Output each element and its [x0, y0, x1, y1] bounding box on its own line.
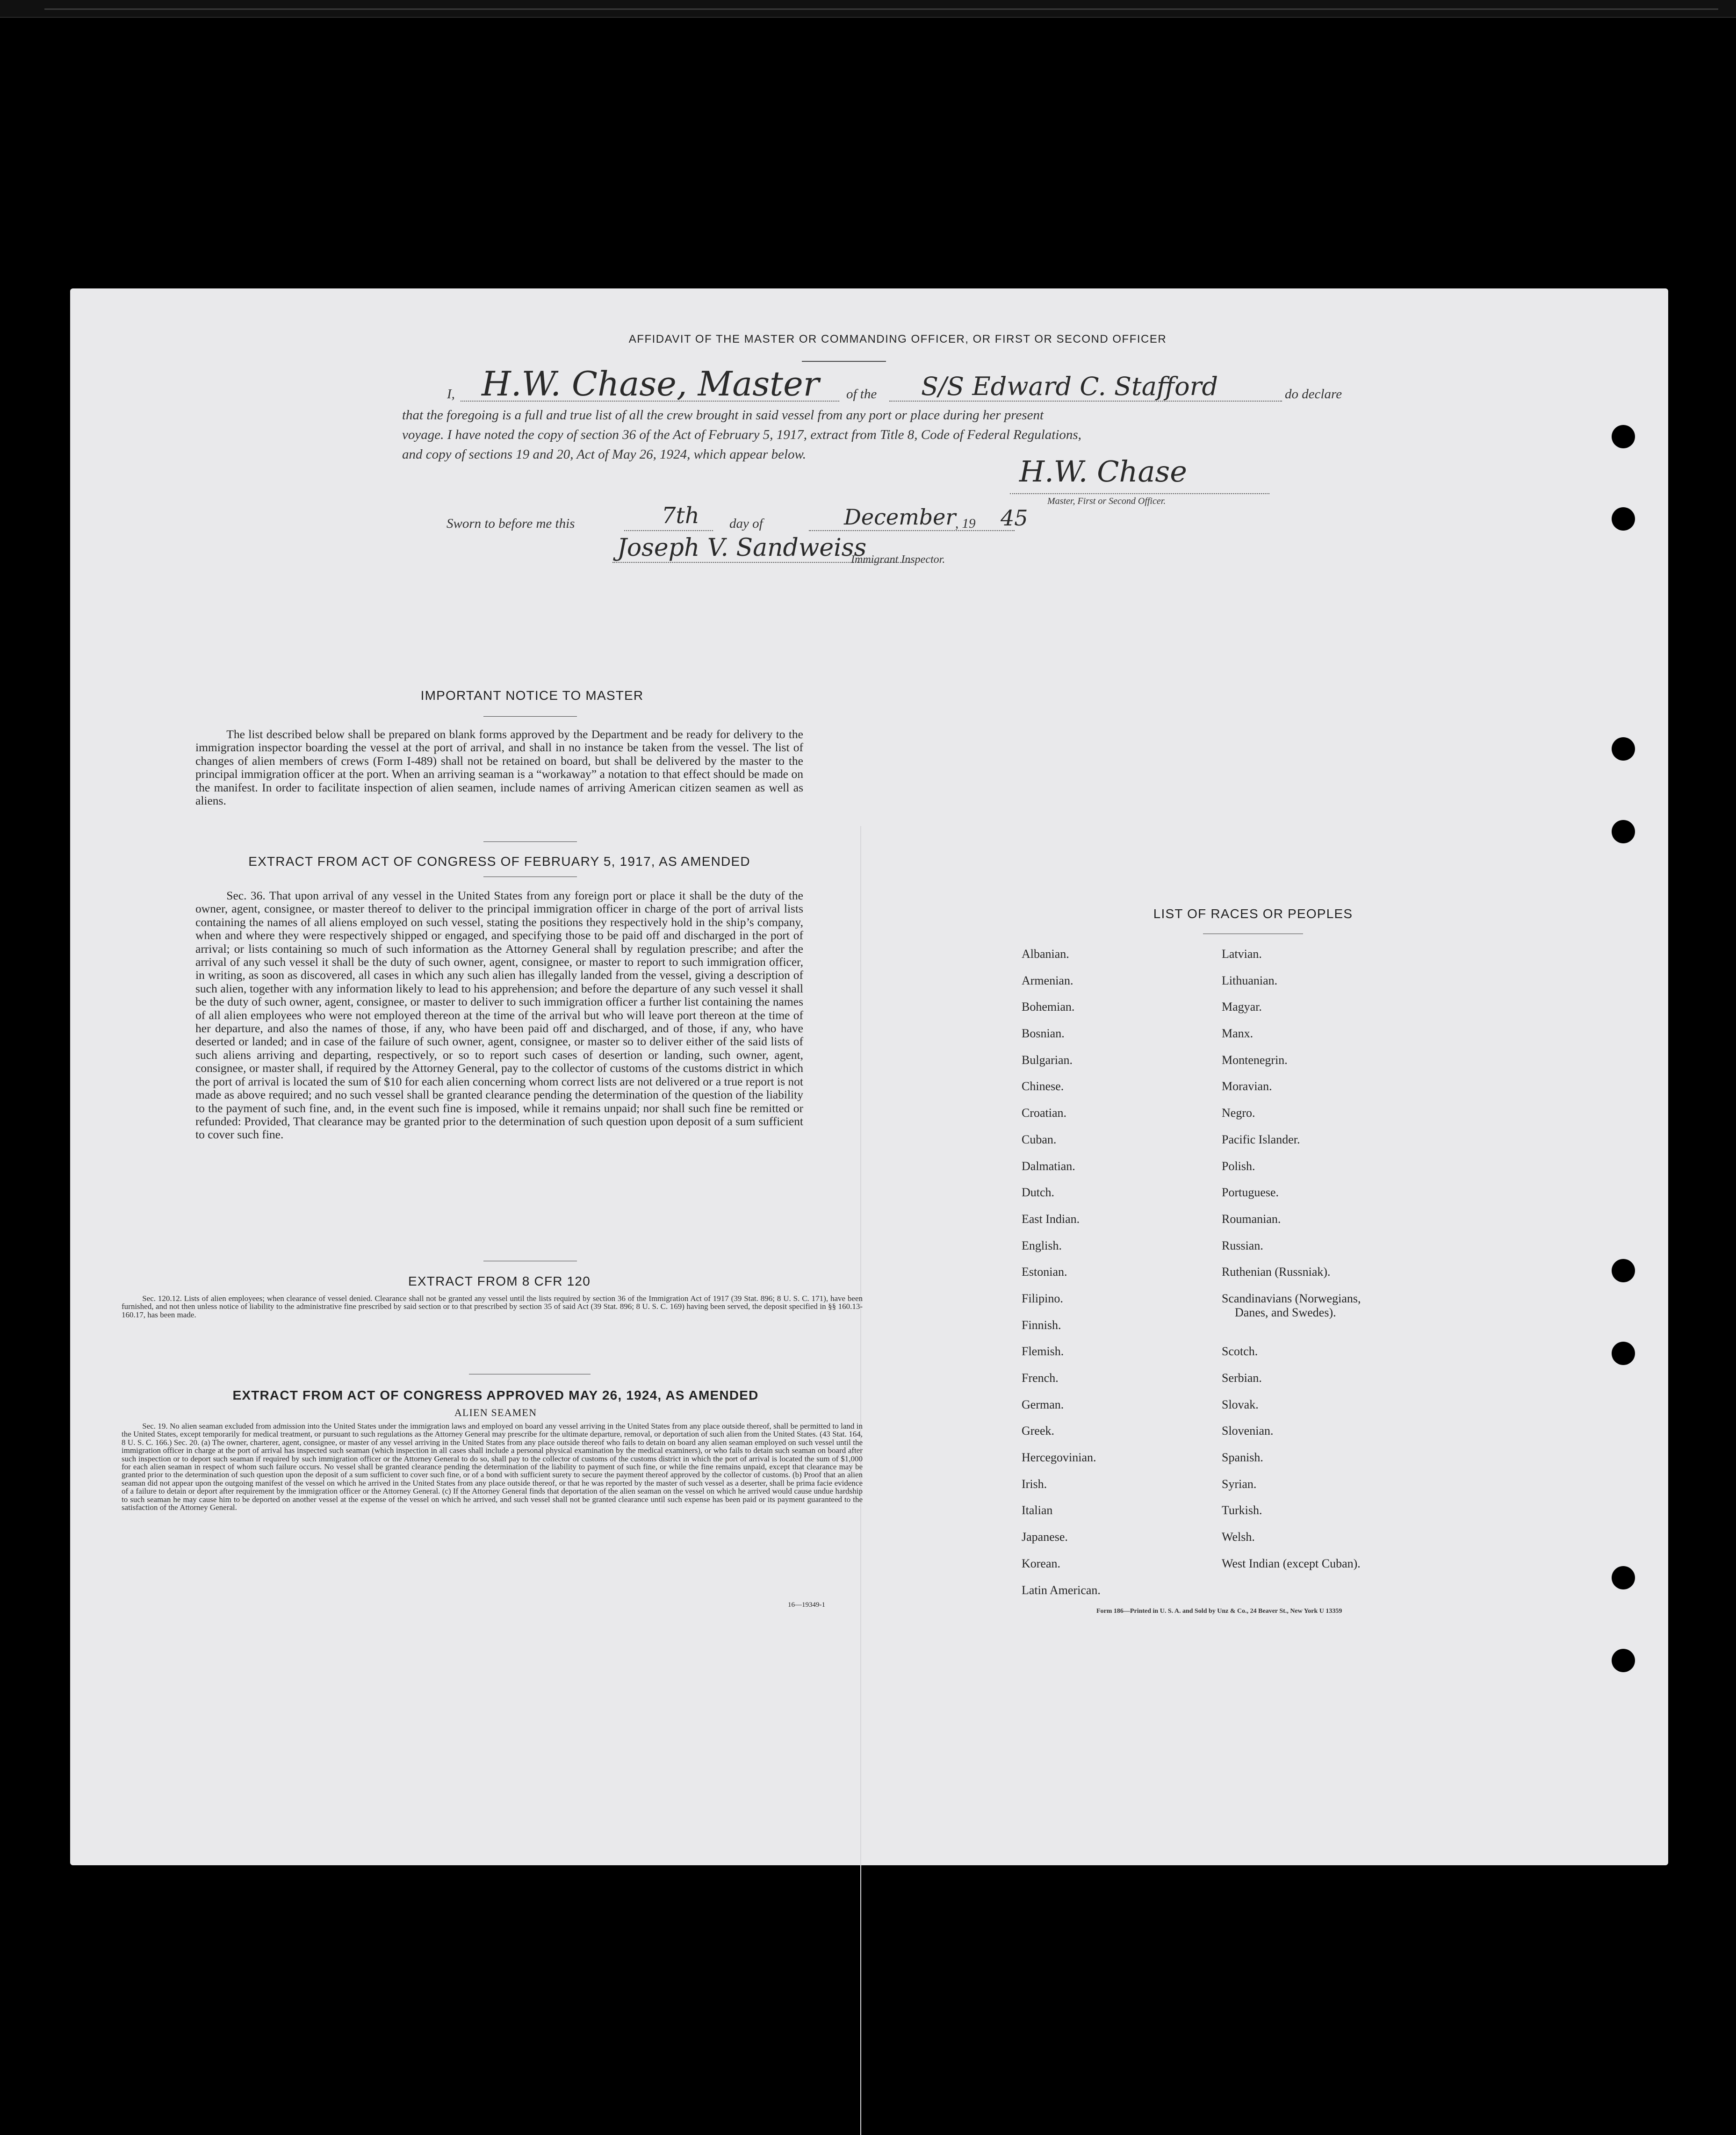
punch-hole — [1612, 1566, 1635, 1589]
race-item: Armenian. — [1022, 973, 1073, 987]
race-item: Greek. — [1022, 1424, 1055, 1438]
race-item: Italian — [1022, 1503, 1053, 1517]
race-item: Latin American. — [1022, 1583, 1101, 1597]
handwritten-day: 7th — [662, 503, 699, 529]
handwritten-inspector-signature: Joseph V. Sandweiss — [617, 534, 867, 562]
race-item: Montenegrin. — [1222, 1053, 1288, 1067]
document-page — [70, 288, 1668, 1865]
race-item: Slovenian. — [1222, 1424, 1274, 1438]
race-item: Serbian. — [1222, 1371, 1262, 1385]
race-item: Finnish. — [1022, 1318, 1061, 1332]
race-item: Filipino. — [1022, 1291, 1063, 1305]
race-item: Latvian. — [1222, 947, 1262, 961]
punch-hole — [1612, 1342, 1635, 1365]
signature-line — [1010, 493, 1269, 494]
race-item: Irish. — [1022, 1477, 1047, 1491]
day-of-label: day of — [729, 516, 763, 531]
sworn-label: Sworn to before me this — [447, 516, 575, 531]
day-line — [624, 530, 713, 531]
form-code: 16—19349-1 — [788, 1601, 825, 1609]
races-right-column — [1222, 948, 1361, 1584]
film-edge-line — [44, 8, 1718, 10]
race-item: Turkish. — [1222, 1503, 1262, 1517]
race-item: Estonian. — [1022, 1265, 1067, 1279]
race-item: Russian. — [1222, 1238, 1263, 1252]
race-item: English. — [1022, 1238, 1062, 1252]
race-item: Magyar. — [1222, 1000, 1262, 1014]
race-item: Hercegovinian. — [1022, 1451, 1096, 1465]
year-prefix: , 19 — [955, 516, 976, 531]
race-item: Slovak. — [1222, 1397, 1259, 1411]
race-item: Dalmatian. — [1022, 1159, 1075, 1173]
race-item: Danes, and Swedes). — [1235, 1305, 1336, 1319]
race-item: Syrian. — [1222, 1477, 1257, 1491]
handwritten-master-name: H.W. Chase, Master — [482, 364, 820, 403]
race-item: Croatian. — [1022, 1106, 1067, 1120]
race-item: Pacific Islander. — [1222, 1132, 1300, 1146]
affidavit-declare-label: do declare — [1285, 387, 1342, 402]
rule — [483, 841, 577, 842]
race-item: Ruthenian (Russniak). — [1222, 1265, 1331, 1279]
master-caption: Master, First or Second Officer. — [1047, 496, 1166, 506]
race-item: West Indian (except Cuban). — [1222, 1556, 1361, 1570]
race-item: Portuguese. — [1222, 1186, 1279, 1200]
extract-1924-subtitle: ALIEN SEAMEN — [454, 1407, 537, 1418]
inspector-caption: Immigrant Inspector. — [851, 554, 945, 566]
race-item: Albanian. — [1022, 947, 1069, 961]
race-item: Roumanian. — [1222, 1212, 1281, 1226]
affidavit-line-3: voyage. I have noted the copy of section 36 of the Act of February 5, 1917, extract from Title 8, Code of Federal Regulations, — [402, 427, 1081, 442]
affidavit-i-label: I, — [447, 387, 455, 402]
race-item: Moravian. — [1222, 1079, 1272, 1093]
race-item: Spanish. — [1222, 1451, 1263, 1465]
punch-hole — [1612, 737, 1635, 761]
extract-cfr-title: EXTRACT FROM 8 CFR 120 — [408, 1274, 591, 1288]
race-item: Chinese. — [1022, 1079, 1064, 1093]
race-item: French. — [1022, 1371, 1059, 1385]
race-item: Bohemian. — [1022, 1000, 1075, 1014]
races-title: LIST OF RACES OR PEOPLES — [1153, 906, 1353, 921]
punch-hole — [1612, 507, 1635, 531]
race-item: Dutch. — [1022, 1186, 1055, 1200]
punch-hole — [1612, 1259, 1635, 1282]
extract-cfr-body: Sec. 120.12. Lists of alien employees; when clearance of vessel denied. Clearance shall not be granted any vessel until the lists required by section 36 of the Immigration Act of 1917 (39 Stat. 896; 8 U. S. C. 171), have been furnished, and not then unless notice of liability to the administrative fine prescribed by said section or to that prescribed by section 35 of said Act (39 Stat. 896; 8 U. S. C. 169) having been served, the deposit specified in §§ 160.13-160.17, has been made. — [122, 1294, 863, 1319]
punch-hole — [1612, 1649, 1635, 1672]
handwritten-vessel-name: S/S Edward C. Stafford — [921, 372, 1218, 401]
race-item: Flemish. — [1022, 1344, 1064, 1359]
extract-1924-body: Sec. 19. No alien seaman excluded from admission into the United States under the immigration laws and employed on board any vessel arriving in the United States from any place outside thereof, shall be permitted to land in the United States, except temporarily for medical treatment, or pursuant to such regulations as the Attorney General may prescribe for the ultimate departure, removal, or deportation of such alien from the United States. (43 Stat. 164, 8 U. S. C. 166.) Sec. 20. (a) The owner, charterer, agent, consignee, or master of any vessel arriving in the United States from any place outside thereof who fails to detain on board any alien seaman employed on such vessel until the immigration officer in charge at the port of arrival has inspected such seaman (which inspection in all cases shall include a personal physical examination by the medical examiners), or who fails to detain such seaman on board after such inspection or to deport such seaman if required by such immigration officer or the Attorney General to do so, shall pay to the collector of customs of the customs district in which the port of arrival is located the sum of $1,000 for each alien seaman in respect of whom such failure occurs. No vessel shall be granted clearance pending the determination of the liability to payment of such fine, or while the fine remains unpaid, except that clearance may be granted prior to the determination of such question upon the deposit of a sum sufficient to cover such fine, or of a bond with sufficient surety to secure the payment thereof approved by the collector of customs. (b) Proof that an alien seaman did not appear upon the outgoing manifest of the vessel on which he arrived in the United States from any place outside thereof, or that he was reported by the master of such vessel as a deserter, shall be prima facie evidence of a failure to detain or deport after requirement by the immigration officer or the Attorney General. (c) If the Attorney General finds that deportation of the alien seaman on the vessel on which he arrived would cause undue hardship to such seaman he may cause him to be deported on another vessel at the expense of the vessel on which he arrived, and such vessel shall not be granted clearance until such expense has been paid or its payment guaranteed to the satisfaction of the Attorney General. — [122, 1422, 863, 1512]
race-item: Korean. — [1022, 1556, 1061, 1570]
month-line — [809, 530, 1015, 531]
punch-hole — [1612, 425, 1635, 448]
affidavit-line-2: that the foregoing is a full and true list of all the crew brought in said vessel from any port or place during her present — [402, 408, 1044, 423]
race-item: Scotch. — [1222, 1344, 1258, 1359]
race-item: Welsh. — [1222, 1530, 1255, 1544]
races-left-column — [1022, 948, 1101, 1610]
race-item: Lithuanian. — [1222, 973, 1278, 987]
extract-1917-title: EXTRACT FROM ACT OF CONGRESS OF FEBRUARY 5, 1917, AS AMENDED — [248, 854, 750, 869]
race-item: Cuban. — [1022, 1132, 1057, 1146]
notice-title: IMPORTANT NOTICE TO MASTER — [420, 688, 644, 703]
affidavit-title: AFFIDAVIT OF THE MASTER OR COMMANDING OFFICER, OR FIRST OR SECOND OFFICER — [628, 333, 1167, 345]
race-item: German. — [1022, 1397, 1064, 1411]
punch-hole — [1612, 820, 1635, 843]
race-item: Polish. — [1222, 1159, 1255, 1173]
race-item: Scandinavians (Norwegians, — [1222, 1291, 1361, 1305]
race-item: Bulgarian. — [1022, 1053, 1073, 1067]
race-item: East Indian. — [1022, 1212, 1080, 1226]
notice-rule — [483, 716, 577, 717]
race-item: Japanese. — [1022, 1530, 1068, 1544]
title-rule — [802, 361, 886, 362]
race-item: Negro. — [1222, 1106, 1255, 1120]
affidavit-line-4: and copy of sections 19 and 20, Act of May 26, 1924, which appear below. — [402, 447, 806, 462]
handwritten-month: December — [844, 504, 956, 530]
race-item: Bosnian. — [1022, 1027, 1065, 1041]
extract-1917-body: Sec. 36. That upon arrival of any vessel in the United States from any foreign port or place it shall be the duty of the owner, agent, consignee, or master thereof to deliver to the principal immigration officer in charge of the port of arrival lists containing the names of all aliens employed on such vessel, stating the positions they respectively hold in the ship’s company, when and where they were respectively shipped or engaged, and specifying those to be paid off and discharged in the port of arrival; or lists containing so much of such information as the Attorney General shall by regulation prescribe; and after the arrival of any such vessel it shall be the duty of such owner, agent, consignee, or master to report to such immigration officer, in writing, as soon as discovered, all cases in which any such alien has illegally landed from the vessel, giving a description of such alien, together with any information likely to lead to his apprehension; and before the departure of any such vessel it shall be the duty of such owner, agent, consignee, or master to deliver to such immigration officer a further list containing the names of all alien employees who were not employed thereon at the time of the arrival but who will leave port thereon at the time of her departure, and also the names of those, if any, who have been paid off and discharged, and of those, if any, who have deserted or landed; and in case of the failure of such owner, agent, consignee, or master so to deliver either of the said lists of such aliens arriving and departing, respectively, or so to report such cases of desertion or landing, such owner, agent, consignee, or master shall, if required by the Attorney General, pay to the collector of customs of the customs district in which the port of arrival is located the sum of $10 for each alien concerning whom correct lists are not delivered or a true report is not made as above required; and no such vessel shall be granted clearance pending the determination of the question of the liability to the payment of such fine, and, in the event such fine is imposed, while it remains unpaid; nor shall such fine be remitted or refunded: Provided, That clearance may be granted prior to the determination of such question upon deposit of a sum sufficient to cover such fine. — [195, 889, 803, 1142]
notice-body: The list described below shall be prepared on blank forms approved by the Department and be ready for delivery to the immigration inspector boarding the vessel at the port of arrival, and shall in no instance be taken from the vessel. The list of changes of alien members of crews (Form I-489) shall not be retained on board, but shall be delivered by the master to the principal immigration officer at the port. When an arriving seaman is a “workaway” a notation to that effect should be made on the manifest. In order to facilitate inspection of alien seamen, include names of arriving American citizen seamen as well as aliens. — [195, 727, 803, 808]
handwritten-signature: H.W. Chase — [1019, 454, 1187, 489]
affidavit-of-the-label: of the — [846, 387, 877, 402]
printer-footer: Form 186—Printed in U. S. A. and Sold by Unz & Co., 24 Beaver St., New York U 13359 — [1096, 1608, 1342, 1615]
extract-1924-title: EXTRACT FROM ACT OF CONGRESS APPROVED MAY 26, 1924, AS AMENDED — [232, 1388, 759, 1402]
race-item: Manx. — [1222, 1027, 1253, 1041]
handwritten-year: 45 — [1001, 505, 1028, 531]
